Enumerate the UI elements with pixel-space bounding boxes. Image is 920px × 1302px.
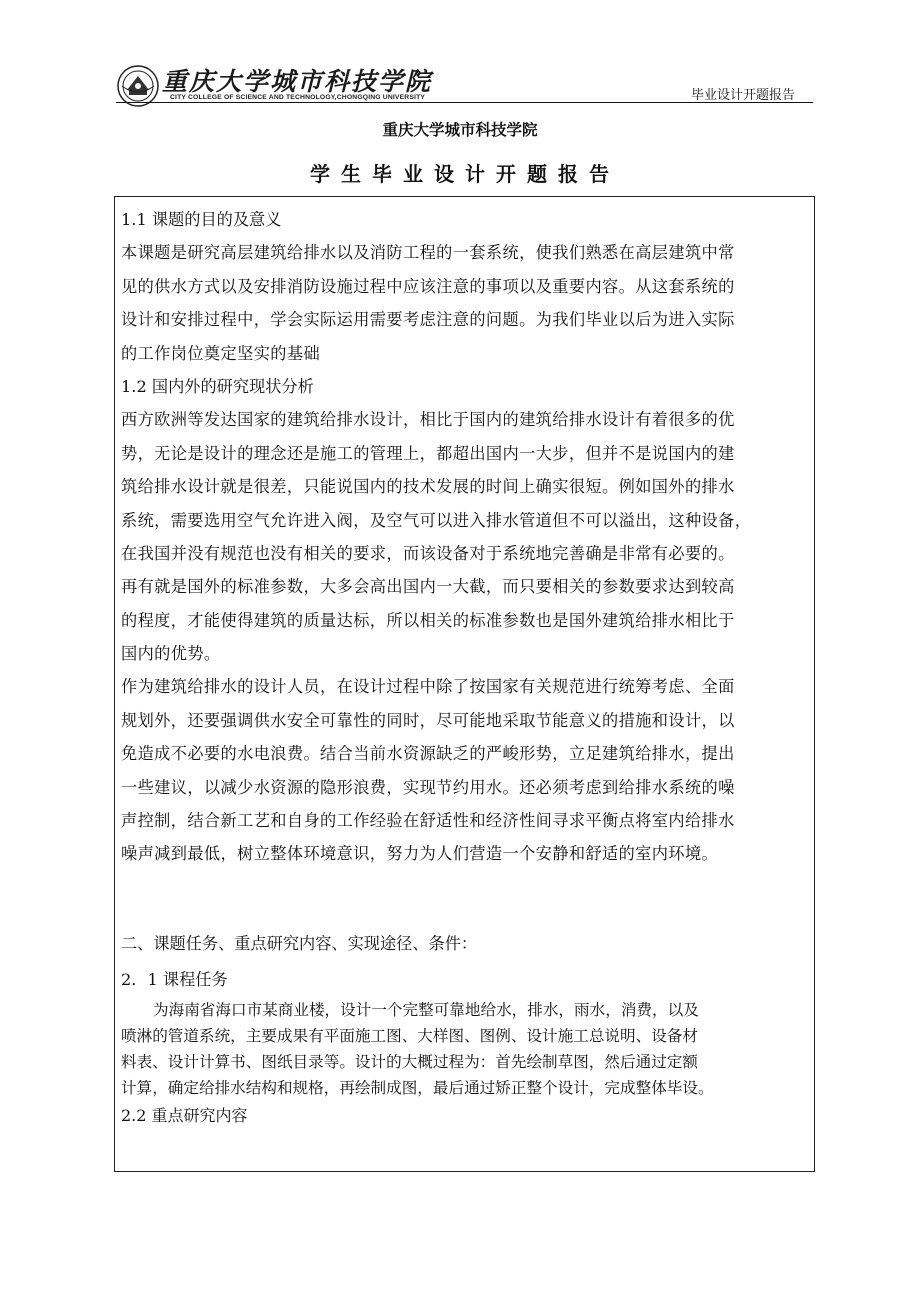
section-2-1-paragraph (121, 997, 809, 1101)
paragraph-line: 一些建议，以减少水资源的隐形浪费，实现节约用水。还必须考虑到给排水系统的噪 (121, 777, 735, 797)
report-body (121, 203, 809, 1130)
paragraph-line: 系统，需要选用空气允许进入阀，及空气可以进入排水管道但不可以溢出，这种设备， (121, 510, 752, 530)
paragraph-line: 设计和安排过程中，学会实际运用需要考虑注意的问题。为我们毕业以后为进入实际 (121, 310, 735, 330)
logo-subtitle: CITY COLLEGE OF SCIENCE AND TECHNOLOGY,CHONGQING UNIVERSITY (170, 94, 426, 101)
page-header (116, 56, 813, 106)
paragraph-line: 筑给排水设计就是很差，只能说国内的技术发展的时间上确实很短。例如国外的排水 (121, 477, 735, 497)
section-1-2-heading: 1.2 国内外的研究现状分析 (121, 376, 314, 396)
paragraph-line: 本课题是研究高层建筑给排水以及消防工程的一套系统，使我们熟悉在高层建筑中常 (121, 243, 735, 263)
paragraph-line: 为海南省海口市某商业楼，设计一个完整可靠地给水，排水，雨水，消费，以及 (153, 1000, 699, 1019)
header-report-label: 毕业设计开题报告 (690, 88, 795, 103)
section-spacer (121, 871, 809, 927)
paragraph-line: 喷淋的管道系统，主要成果有平面施工图、大样图、图例、设计施工总说明、设备材 (121, 1026, 698, 1045)
paragraph-line: 的程度，才能使得建筑的质量达标，所以相关的标准参数也是国外建筑给排水相比于 (121, 610, 735, 630)
paragraph-line: 声控制，结合新工艺和自身的工作经验在舒适性和经济性间寻求平衡点将室内给排水 (121, 811, 735, 831)
section-2-2-heading: 2.2 重点研究内容 (121, 1105, 248, 1125)
paragraph-line: 噪声减到最低，树立整体环境意识，努力为人们营造一个安静和舒适的室内环境。 (121, 844, 719, 864)
paragraph-line: 料表、设计计算书、图纸目录等。设计的大概过程为：首先绘制草图，然后通过定额 (121, 1052, 698, 1071)
paragraph-line: 免造成不必要的水电浪费。结合当前水资源缺乏的严峻形势，立足建筑给排水，提出 (121, 744, 735, 764)
report-title: 学生毕业设计开题报告 (310, 162, 620, 186)
paragraph-line: 计算，确定给排水结构和规格，再绘制成图，最后通过矫正整个设计，完成整体毕设。 (121, 1078, 714, 1097)
paragraph-line: 在我国并没有规范也没有相关的要求，而该设备对于系统地完善确是非常有必要的。 (121, 543, 735, 563)
logo-wordmark: 重庆大学城市科技学院 (162, 67, 433, 96)
paragraph-line: 作为建筑给排水的设计人员，在设计过程中除了按国家有关规范进行统筹考虑、全面 (121, 677, 735, 697)
paragraph-line: 国内的优势。 (121, 644, 221, 664)
header-divider (116, 102, 813, 103)
paragraph-line: 规划外，还要强调供水安全可靠性的同时，尽可能地采取节能意义的措施和设计，以 (121, 710, 735, 730)
section-2-1-heading: 2．1 课程任务 (121, 970, 228, 990)
paragraph-line: 再有就是国外的标准参数，大多会高出国内一大截，而只要相关的参数要求达到较高 (121, 577, 735, 597)
paragraph-line: 见的供水方式以及安排消防设施过程中应该注意的事项以及重要内容。从这套系统的 (121, 276, 735, 296)
school-title: 重庆大学城市科技学院 (382, 121, 538, 139)
section-2-heading: 二、课题任务、重点研究内容、实现途径、条件： (121, 933, 478, 953)
section-1-1-heading: 1.1 课题的目的及意义 (121, 210, 282, 229)
paragraph-line: 的工作岗位奠定坚实的基础 (121, 343, 321, 363)
paragraph-line: 西方欧洲等发达国家的建筑给排水设计，相比于国内的建筑给排水设计有着很多的优 (121, 410, 735, 430)
report-content-box (114, 196, 815, 1172)
paragraph-line: 势，无论是设计的理念还是施工的管理上，都超出国内一大步，但并不是说国内的建 (121, 443, 735, 463)
